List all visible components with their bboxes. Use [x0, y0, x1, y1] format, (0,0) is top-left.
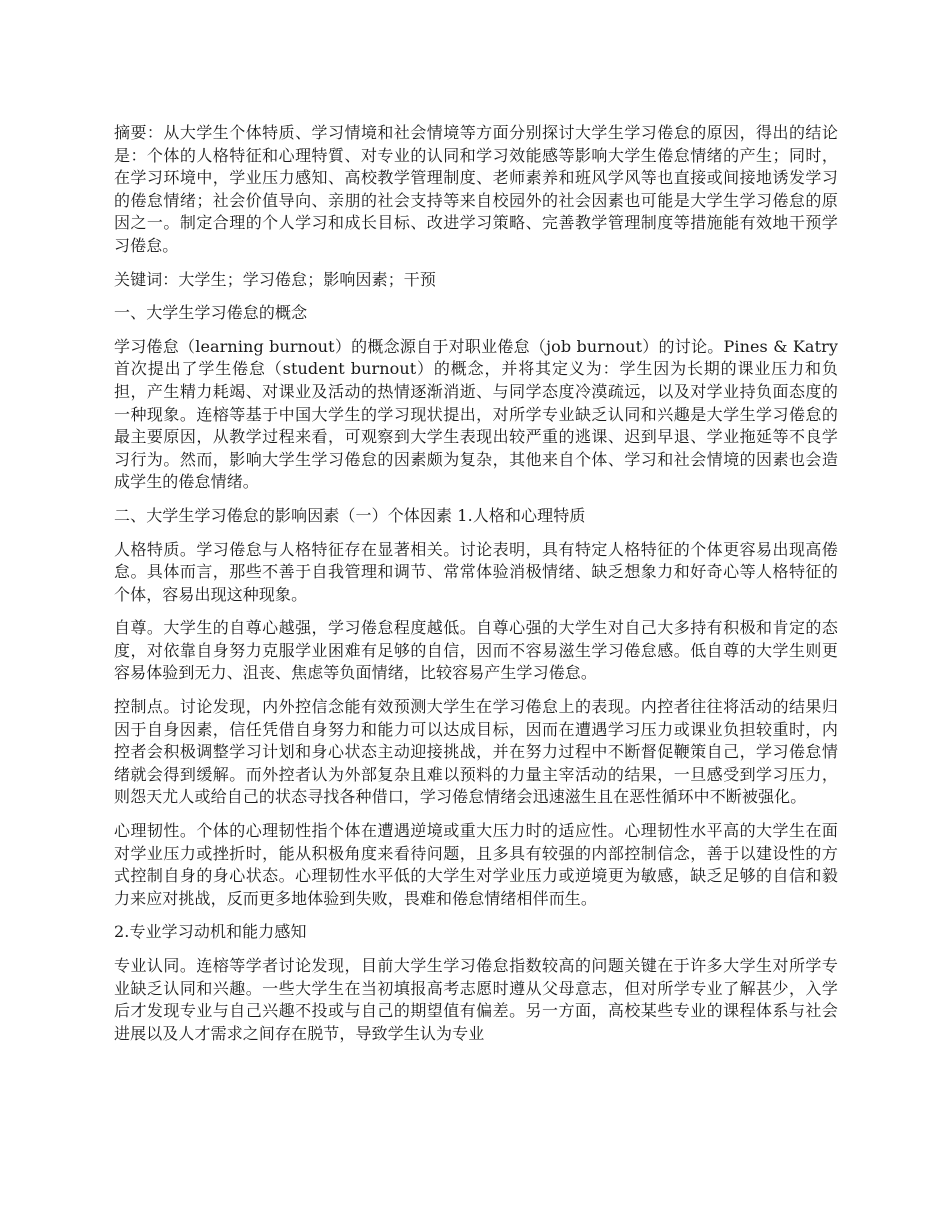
locus-of-control-paragraph: 控制点。讨论发现，内外控信念能有效预测大学生在学习倦怠上的表现。内控者往往将活动的结果归因于自身因素，信任凭借自身努力和能力可以达成目标，因而在遭遇学习压力或课业负担较重时，内控者会积极调整学习计划和身心状态主动迎接挑战，并在努力过程中不断督促鞭策自己，学习倦怠情绪就会得到缓解。而外控者认为外部复杂且难以预料的力量主宰活动的结果，一旦感受到学习压力，则怨天尤人或给自己的状态寻找各种借口，学习倦怠情绪会迅速滋生且在恶性循环中不断被强化。	[114, 697, 838, 807]
professional-identity-paragraph: 专业认同。连榕等学者讨论发现，目前大学生学习倦怠指数较高的问题关键在于许多大学生对所学专业缺乏认同和兴趣。一些大学生在当初填报高考志愿时遵从父母意志，但对所学专业了解甚少，入学后才发现专业与自己兴趣不投或与自己的期望值有偏差。另一方面，高校某些专业的课程体系与社会进展以及人才需求之间存在脱节，导致学生认为专业	[114, 956, 838, 1043]
resilience-paragraph: 心理韧性。个体的心理韧性指个体在遭遇逆境或重大压力时的适应性。心理韧性水平高的大学生在面对学业压力或挫折时，能从积极角度来看待问题，且多具有较强的内部控制信念，善于以建设性的方式控制自身的身心状态。心理韧性水平低的大学生对学业压力或逆境更为敏感，缺乏足够的自信和毅力来应对挑战，反而更多地体验到失败，畏难和倦怠情绪相伴而生。	[114, 821, 838, 908]
subsection-heading-motivation: 2.专业学习动机和能力感知	[114, 922, 307, 942]
concept-paragraph: 学习倦怠（learning burnout）的概念源自于对职业倦怠（job burnout）的讨论。Pines & Katry 首次提出了学生倦怠（student burnout）的概念，并将其定义为：学生因为长期的课业压力和负担，产生精力耗竭、对课业及活动的热情逐渐消逝、与同学态度冷漠疏远，以及对学业持负面态度的一种现象。连榕等基于中国大学生的学习现状提出，对所学专业缺乏认同和兴趣是大学生学习倦怠的最主要原因，从教学过程来看，可观察到大学生表现出较严重的逃课、迟到早退、学业拖延等不良学习行为。然而，影响大学生学习倦怠的因素颇为复杂，其他来自个体、学习和社会情境的因素也会造成学生的倦怠情绪。	[114, 336, 838, 492]
personality-paragraph: 人格特质。学习倦怠与人格特征存在显著相关。讨论表明，具有特定人格特征的个体更容易出现高倦怠。具体而言，那些不善于自我管理和调节、常常体验消极情绪、缺乏想象力和好奇心等人格特征的个体，容易出现这种现象。	[114, 539, 838, 604]
self-esteem-paragraph: 自尊。大学生的自尊心越强，学习倦怠程度越低。自尊心强的大学生对自己大多持有积极和肯定的态度，对依靠自身努力克服学业困难有足够的自信，因而不容易滋生学习倦怠感。低自尊的大学生则更容易体验到无力、沮丧、焦虑等负面情绪，比较容易产生学习倦怠。	[114, 618, 838, 683]
document-body	[114, 122, 838, 1056]
keywords-line: 关键词：大学生；学习倦怠；影响因素；干预	[114, 269, 437, 289]
abstract-paragraph: 摘要：从大学生个体特质、学习情境和社会情境等方面分别探讨大学生学习倦怠的原因，得出的结论是：个体的人格特征和心理特質、对专业的认同和学习效能感等影响大学生倦怠情绪的产生；同时，在学习环境中，学业压力感知、高校教学管理制度、老师素养和班风学风等也直接或间接地诱发学习的倦怠情绪；社会价值导向、亲朋的社会支持等来自校园外的社会因素也可能是大学生学习倦怠的原因之一。制定合理的个人学习和成长目标、改进学习策略、完善教学管理制度等措施能有效地干预学习倦怠。	[114, 123, 838, 255]
section-heading-concept: 一、大学生学习倦怠的概念	[114, 303, 308, 323]
section-heading-factors: 二、大学生学习倦怠的影响因素（一）个体因素 1.人格和心理特质	[114, 505, 586, 525]
